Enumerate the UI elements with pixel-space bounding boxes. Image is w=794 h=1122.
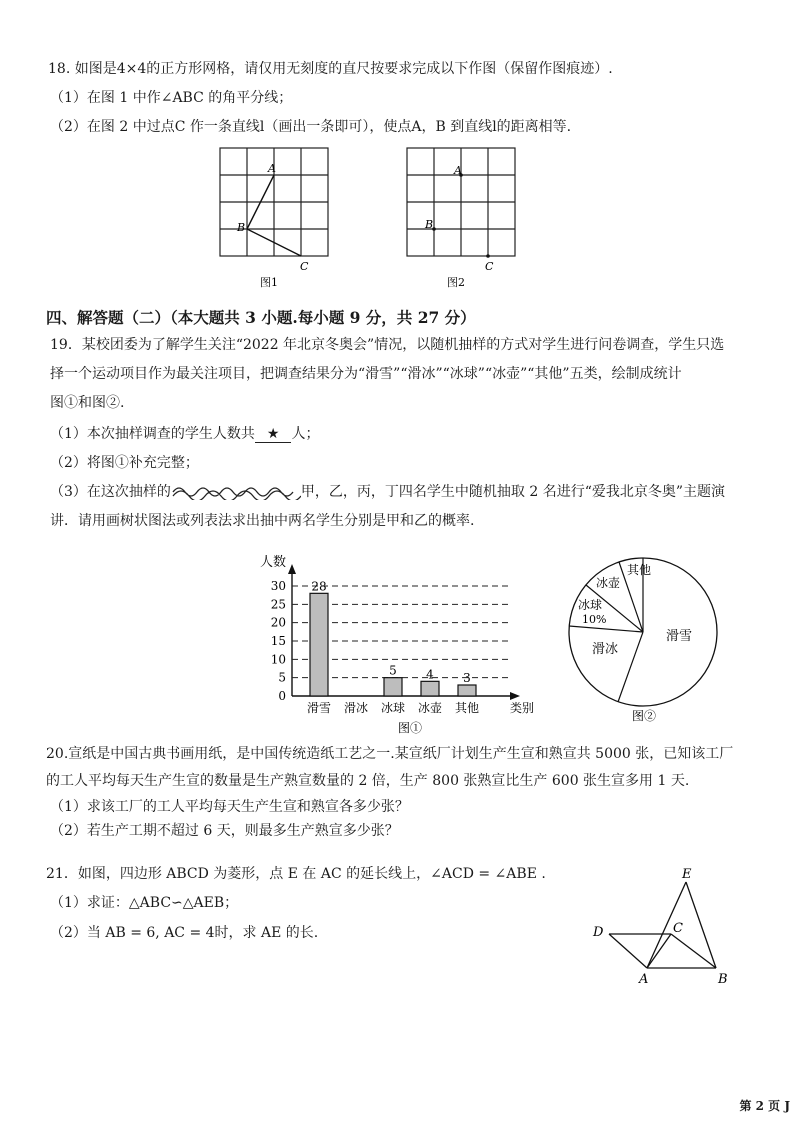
q19-part1 (50, 423, 319, 443)
q19-part3-prefix: （3）在这次抽样的 (50, 484, 171, 500)
pie-divider (618, 632, 643, 702)
section-heading: 四、解答题（二）（本大题共 3 小题.每小题 9 分，共 27 分） (46, 308, 476, 327)
bar-chart (252, 548, 552, 738)
category-label: 冰球 (380, 701, 406, 715)
y-tick-label: 25 (270, 597, 286, 612)
q19-part3-line2: 讲．请用画树状图法或列表法求出抽中两名学生分别是甲和乙的概率. (50, 513, 475, 529)
bar-value-label: 5 (389, 663, 397, 678)
fig2-label-c: C (485, 260, 494, 273)
q21-part1: （1）求证：△ABC∽△AEB； (50, 895, 239, 911)
q19-line3: 图①和图②. (50, 395, 125, 411)
bar-0 (310, 593, 328, 696)
q21-part2: （2）当 AB = 6, AC = 4时，求 AE 的长. (50, 925, 319, 941)
figure-2-grid (405, 146, 525, 288)
pie-slice-label: 滑雪 (666, 629, 693, 644)
bar-value-label: 3 (463, 671, 471, 685)
figure-1-grid (218, 146, 338, 288)
page-number: 第 2 页 J (739, 1099, 790, 1113)
bar-4 (458, 685, 476, 696)
fig2-label-b: B (425, 218, 434, 231)
category-label: 冰壶 (417, 701, 443, 715)
pie-chart (560, 548, 730, 728)
q20-line1: 20.宣纸是中国古典书画用纸，是中国传统造纸工艺之一.某宣纸厂计划生产生宣和熟宣共 5000 张，已知该工厂 (46, 746, 734, 762)
rhombus-figure (585, 862, 745, 992)
fig1-label-b: B (237, 221, 246, 234)
bar-3 (421, 681, 439, 696)
q19-part3 (50, 481, 725, 501)
y-tick-label: 5 (278, 670, 286, 685)
point-label-e: E (682, 867, 692, 882)
answer-blank: ★ (255, 426, 292, 443)
category-label: 其他 (454, 701, 480, 715)
q20-part2: （2）若生产工期不超过 6 天，则最多生产熟宣多少张？ (50, 823, 399, 839)
fig1-caption: 图1 (260, 276, 278, 288)
bar-chart-title: 图① (398, 721, 423, 735)
point-label-b: B (718, 972, 728, 987)
x-axis-arrow-icon (510, 692, 520, 700)
q18-part2: （2）在图 2 中过点C 作一条直线l（画出一条即可），使点A，B 到直线l的距离相等. (50, 119, 572, 135)
q18-title: 18. 如图是4×4的正方形网格，请仅用无刻度的直尺按要求完成以下作图（保留作图痕迹）. (48, 61, 613, 77)
point-label-c: C (673, 921, 683, 936)
q18-part1: （1）在图 1 中作∠ABC 的角平分线； (50, 90, 293, 106)
q19-line2: 择一个运动项目作为最关注项目，把调查结果分为“滑雪”“滑冰”“冰球”“冰壶”“其他”五类，绘制成统计 (50, 366, 682, 382)
y-tick-label: 20 (270, 615, 286, 630)
q19-part3-suffix: 甲，乙，丙，丁四名学生中随机抽取 2 名进行“爱我北京冬奥”主题演 (300, 484, 726, 500)
point-label-a: A (639, 972, 649, 987)
y-tick-label: 10 (270, 652, 286, 667)
y-tick-label: 0 (278, 689, 286, 703)
pie-slice-label: 冰球 (578, 598, 603, 612)
pie-chart-title: 图② (632, 709, 657, 723)
pie-divider (569, 626, 643, 632)
q19-part1-prefix: （1）本次抽样调查的学生人数共 (50, 426, 255, 442)
y-tick-label: 15 (270, 634, 286, 648)
bar-chart-xlabel: 类别 (510, 701, 535, 715)
pie-slice-label: 冰壶 (596, 576, 621, 590)
pie-percent-label: 10% (582, 613, 607, 626)
pie-slice-label: 其他 (627, 563, 652, 577)
q19-line1: 19．某校团委为了解学生关注“2022 年北京冬奥会”情况，以随机抽样的方式对学生进行问卷调查，学生只选 (50, 337, 725, 353)
q20-line2: 的工人平均每天生产生宣的数量是生产熟宣数量的 2 倍，生产 800 张熟宣比生产 600 张生宣多用 1 天. (46, 773, 690, 789)
fig2-caption: 图2 (447, 276, 465, 288)
scribble-mark-icon (171, 484, 301, 500)
bar-chart-ylabel: 人数 (260, 555, 287, 570)
q19-part2: （2）将图①补充完整； (50, 455, 199, 471)
fig1-label-a: A (268, 162, 276, 175)
q20-part1: （1）求该工厂的工人平均每天生产生宣和熟宣各多少张？ (50, 799, 409, 815)
category-label: 滑冰 (343, 701, 369, 715)
bar-2 (384, 678, 402, 696)
point-label-d: D (593, 925, 604, 940)
q21-line1: 21．如图，四边形 ABCD 为菱形，点 E 在 AC 的延长线上，∠ACD = ∠ABE . (46, 866, 546, 882)
y-axis-arrow-icon (288, 564, 296, 574)
bar-value-label: 4 (426, 667, 434, 682)
bar-value-label: 28 (311, 579, 327, 594)
y-tick-label: 30 (270, 579, 286, 593)
q19-part1-suffix: 人； (291, 426, 320, 442)
fig2-label-a: A (454, 164, 462, 177)
pie-slice-label: 滑冰 (592, 642, 619, 657)
category-label: 滑雪 (306, 701, 332, 715)
fig1-label-c: C (300, 260, 309, 273)
